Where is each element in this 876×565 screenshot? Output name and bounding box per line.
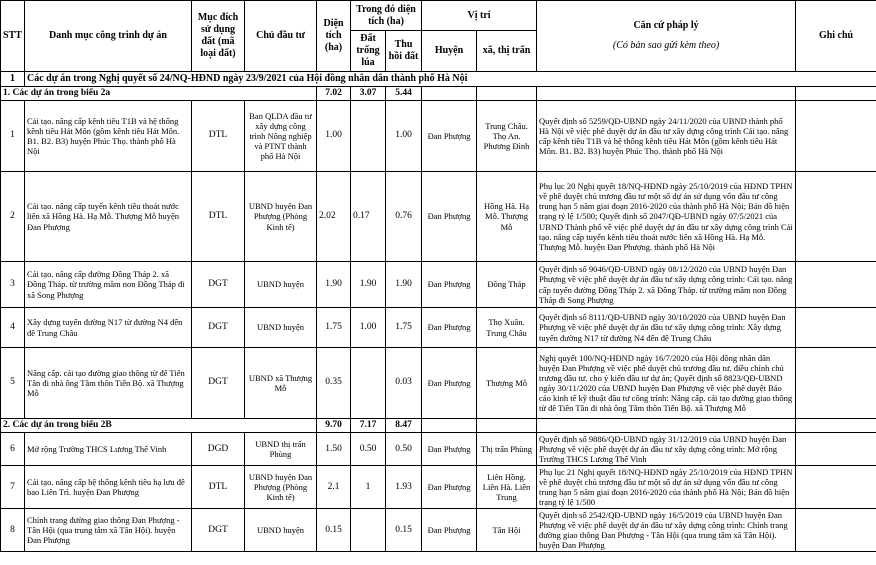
- row-investor: UBND huyện: [245, 509, 317, 552]
- header-recovered-land: Thu hồi đất: [386, 31, 422, 72]
- row-vacant-land: [351, 348, 386, 419]
- header-legal-note: (Có bản sao gửi kèm theo): [612, 40, 720, 51]
- row-note: [796, 466, 876, 509]
- row-district: Đan Phượng: [422, 433, 477, 466]
- header-area: Diện tích (ha): [317, 1, 351, 72]
- row-legal-basis: Quyết định số 2542/QĐ-UBND ngày 16/5/2019 của UBND huyện Đan Phượng về việc phê duyệt dự án đầu tư xây dựng công trình: Chỉnh trang đường giao thông Đan Phượng - Tân Hội (qua trung tâm xã Tân Hội). huyện Đan Phượng: [537, 509, 796, 552]
- row-area: 0.15: [317, 509, 351, 552]
- row-district: Đan Phượng: [422, 509, 477, 552]
- group-2b-title: 2. Các dự án trong biểu 2B: [1, 419, 317, 433]
- row-area: 1.90: [317, 262, 351, 308]
- row-project-name: Chỉnh trang đường giao thông Đan Phượng - Tân Hội (qua trung tâm xã Tân Hội). huyện Đan Phượng: [25, 509, 192, 552]
- group-2a-title: 1. Các dự án trong biểu 2a: [1, 86, 317, 100]
- header-project-name: Danh mục công trình dự án: [25, 1, 192, 72]
- header-note: Ghi chú: [796, 1, 876, 72]
- row-investor: UBND huyện Đan Phượng (Phòng Kinh tế): [245, 466, 317, 509]
- group-2a-area: 7.02: [317, 86, 351, 100]
- row-vacant-land: 1.00: [351, 308, 386, 348]
- row-commune: Hồng Hà. Hạ Mỗ. Thượng Mỗ: [477, 172, 537, 262]
- row-stt: 6: [1, 433, 25, 466]
- group-2b-area: 9.70: [317, 419, 351, 433]
- row-purpose: DGD: [192, 433, 245, 466]
- table-row: [1, 172, 876, 262]
- row-legal-basis: Phụ lục 20 Nghị quyết 18/NQ-HĐND ngày 25/10/2019 của HĐND TPHN về phê duyệt chủ trương đầu tư một số dự án sử dụng vốn đầu tư công trung hạn 5 năm giai đoạn 2016-2020 của thành phố Hà Nội; Bản đồ hiện trạng tỷ lệ 1/500; Quyết định số 2047/QĐ-UBND ngày 07/5/2021 của UBND Thành phố về việc phê duyệt dự án đầu tư xây dựng công trình Cải tạo. nâng cấp tuyến kênh tiêu thoát nước liên xã Hồng Hà. Hạ Mỗ. Thượng Mỗ. huyện Đan Phượng. thành phố Hà Nội: [537, 172, 796, 262]
- row-commune: Đồng Tháp: [477, 262, 537, 308]
- row-stt: 1: [1, 101, 25, 172]
- table-row: [1, 262, 876, 308]
- header-legal: [537, 1, 796, 72]
- header-purpose: Mục đích sử dụng đất (mã loại đất): [192, 1, 245, 72]
- row-vacant-land: [351, 101, 386, 172]
- row-note: [796, 509, 876, 552]
- row-district: Đan Phượng: [422, 348, 477, 419]
- row-investor: UBND huyện Đan Phượng (Phòng Kinh tế): [245, 172, 317, 262]
- row-purpose: DTL: [192, 101, 245, 172]
- row-investor: UBND xã Thượng Mỗ: [245, 348, 317, 419]
- row-commune: Trung Châu. Thọ An. Phương Đình: [477, 101, 537, 172]
- section-stt: 1: [1, 72, 25, 87]
- header-of-which: Trong đó diện tích (ha): [351, 1, 422, 31]
- row-investor: UBND huyện: [245, 262, 317, 308]
- row-area: 1.75: [317, 308, 351, 348]
- row-vacant-land: 1.90: [351, 262, 386, 308]
- row-purpose: DTL: [192, 172, 245, 262]
- row-legal-basis: Quyết định số 8111/QĐ-UBND ngày 30/10/2020 của UBND huyện Đan Phượng về việc phê duyệt dự án đầu tư xây dựng công trình: Xây dựng tuyến đường N17 từ đường N4 đến đê Trung Châu: [537, 308, 796, 348]
- row-project-name: Cải tạo. nâng cấp hệ thống kênh tiêu hạ lưu đê bao Liên Trì. huyện Đan Phượng: [25, 466, 192, 509]
- row-project-name: Nâng cấp. cải tạo đường giao thông từ đê Tiên Tân đi nhà ông Tâm thôn Tiến Bộ. xã Thượng Mỗ: [25, 348, 192, 419]
- row-legal-basis: Quyết định số 9886/QĐ-UBND ngày 31/12/2019 của UBND huyện Đan Phượng về việc phê duyệt dự án đầu tư xây dựng công trình: Mở rộng Trường THCS Lương Thế Vinh: [537, 433, 796, 466]
- table-row: [1, 348, 876, 419]
- row-commune: Liên Hồng. Liên Hà. Liên Trung: [477, 466, 537, 509]
- header-location: Vị trí: [422, 1, 537, 31]
- row-commune: Thị trấn Phùng: [477, 433, 537, 466]
- row-district: Đan Phượng: [422, 172, 477, 262]
- row-district: Đan Phượng: [422, 101, 477, 172]
- row-stt: 7: [1, 466, 25, 509]
- row-note: [796, 101, 876, 172]
- row-note: [796, 308, 876, 348]
- row-purpose: DGT: [192, 262, 245, 308]
- header-investor: Chủ đầu tư: [245, 1, 317, 72]
- row-recovered-land: 1.90: [386, 262, 422, 308]
- row-recovered-land: 1.93: [386, 466, 422, 509]
- row-project-name: Cải tạo. nâng cấp kênh tiêu T1B và hệ thống kênh tiêu Hát Môn (gồm kênh tiêu Hát Môn. B1. B2. B3) huyện Phúc Thọ. thành phố Hà Nội: [25, 101, 192, 172]
- table-row: [1, 509, 876, 552]
- row-vacant-land: [351, 509, 386, 552]
- row-project-name: Cải tạo. nâng cấp đường Đồng Tháp 2. xã Đồng Tháp. từ trường mầm non Đồng Tháp đi xã Song Phượng: [25, 262, 192, 308]
- table-row: [1, 466, 876, 509]
- section-title: Các dự án trong Nghị quyết số 24/NQ-HĐND ngày 23/9/2021 của Hội đồng nhân dân thành phố Hà Nội: [25, 72, 876, 87]
- row-project-name: Mở rộng Trường THCS Lương Thế Vinh: [25, 433, 192, 466]
- row-recovered-land: 0.03: [386, 348, 422, 419]
- header-commune: xã, thị trấn: [477, 31, 537, 72]
- row-stt: 2: [1, 172, 25, 262]
- table-row: [1, 433, 876, 466]
- group-2a-recover: 5.44: [386, 86, 422, 100]
- row-purpose: DGT: [192, 308, 245, 348]
- row-legal-basis: Quyết định số 9046/QĐ-UBND ngày 08/12/2020 của UBND huyện Đan Phượng về việc phê duyệt dự án đầu tư xây dựng công trình: Cải tạo. nâng cấp tuyến đường Đồng Tháp 2. xã Đồng Tháp. từ trường mầm non Đồng Tháp đi Song Phượng: [537, 262, 796, 308]
- row-project-name: Xây dựng tuyến đường N17 từ đường N4 đến đê Trung Châu: [25, 308, 192, 348]
- header-stt: STT: [1, 1, 25, 72]
- row-legal-basis: Nghị quyết 100/NQ-HĐND ngày 16/7/2020 của Hội đồng nhân dân huyện Đan Phượng về việc phê duyệt chủ trương đầu tư. điều chỉnh chủ trương đầu tư. cho ý kiến đầu tư dự án; Quyết định số 8823/QĐ-UBND ngày 30/11/2020 của UBND huyện Đan Phượng về việc phê duyệt Báo cáo kinh tế kỹ thuật đầu tư công trình: Nâng cấp. cải tạo đường giao thông từ đê Tiên Tân đi nhà ông Tâm thôn Tiến Bộ. xã Thượng Mỗ: [537, 348, 796, 419]
- row-vacant-land: 1: [351, 466, 386, 509]
- row-vacant-land: 0.17: [351, 172, 386, 262]
- group-2b-vacant: 7.17: [351, 419, 386, 433]
- table-row: [1, 308, 876, 348]
- row-recovered-land: 0.76: [386, 172, 422, 262]
- group-2b-recover: 8.47: [386, 419, 422, 433]
- row-legal-basis: Quyết định số 5259/QĐ-UBND ngày 24/11/2020 của UBND thành phố Hà Nội về việc phê duyệt dự án đầu tư xây dựng công trình Cải tạo. nâng cấp kênh tiêu T1B và hệ thống kênh tiêu Hát Môn (gồm kênh tiêu Hát Môn. B1. B2. B3) huyện Phúc Thọ. thành phố Hà Nội: [537, 101, 796, 172]
- row-vacant-land: 0.50: [351, 433, 386, 466]
- row-note: [796, 172, 876, 262]
- section-row-1: [1, 72, 876, 87]
- row-stt: 3: [1, 262, 25, 308]
- row-area: 2.02: [317, 172, 351, 262]
- row-purpose: DGT: [192, 348, 245, 419]
- row-district: Đan Phượng: [422, 262, 477, 308]
- row-stt: 8: [1, 509, 25, 552]
- header-district: Huyện: [422, 31, 477, 72]
- row-area: 2.1: [317, 466, 351, 509]
- row-note: [796, 262, 876, 308]
- row-area: 0.35: [317, 348, 351, 419]
- group-2a-vacant: 3.07: [351, 86, 386, 100]
- header-legal-title: Căn cứ pháp lý: [633, 20, 699, 32]
- row-stt: 5: [1, 348, 25, 419]
- group-row-2b: [1, 419, 876, 433]
- row-area: 1.00: [317, 101, 351, 172]
- row-recovered-land: 0.50: [386, 433, 422, 466]
- row-note: [796, 348, 876, 419]
- row-investor: UBND huyện: [245, 308, 317, 348]
- row-recovered-land: 1.00: [386, 101, 422, 172]
- row-commune: Tân Hội: [477, 509, 537, 552]
- row-area: 1.50: [317, 433, 351, 466]
- row-project-name: Cải tạo. nâng cấp tuyến kênh tiêu thoát nước liên xã Hồng Hà. Hạ Mỗ. Thượng Mỗ huyện Đan Phượng: [25, 172, 192, 262]
- group-row-2a: [1, 86, 876, 100]
- row-recovered-land: 0.15: [386, 509, 422, 552]
- row-commune: Thượng Mỗ: [477, 348, 537, 419]
- row-legal-basis: Phụ lục 21 Nghị quyết 18/NQ-HĐND ngày 25/10/2019 của HĐND TPHN về phê duyệt chủ trương đầu tư một số dự án sử dụng vốn đầu tư công trung hạn 5 năm giai đoạn 2016-2020 của thành phố Hà Nội; Bản đồ hiện trạng tỷ lệ 1/500: [537, 466, 796, 509]
- row-purpose: DGT: [192, 509, 245, 552]
- row-purpose: DTL: [192, 466, 245, 509]
- row-district: Đan Phượng: [422, 308, 477, 348]
- row-district: Đan Phượng: [422, 466, 477, 509]
- row-stt: 4: [1, 308, 25, 348]
- row-commune: Thọ Xuân. Trung Châu: [477, 308, 537, 348]
- row-investor: Ban QLDA đầu tư xây dựng công trình Nông nghiệp và PTNT thành phố Hà Nội: [245, 101, 317, 172]
- row-note: [796, 433, 876, 466]
- header-vacant-land: Đất trống lúa: [351, 31, 386, 72]
- row-recovered-land: 1.75: [386, 308, 422, 348]
- table-row: [1, 101, 876, 172]
- row-investor: UBND thị trấn Phùng: [245, 433, 317, 466]
